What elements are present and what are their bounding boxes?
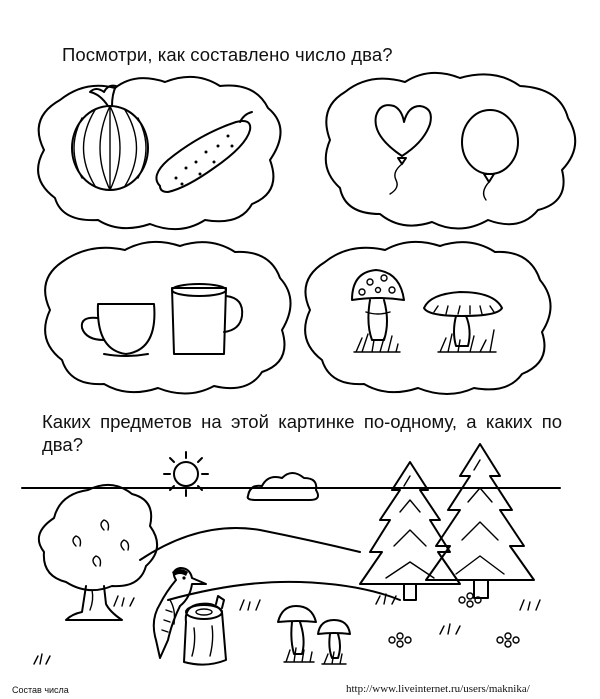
watermelon-icon — [72, 86, 148, 190]
mug-icon — [172, 284, 242, 354]
question-text: Каких предметов на этой картинке по-одному, а каких по два? — [42, 411, 562, 455]
round-balloon-icon — [462, 110, 518, 200]
flower-icon — [389, 593, 519, 647]
mushroom-icon — [278, 606, 316, 662]
balloons-bubble — [326, 73, 575, 229]
teacup-icon — [82, 304, 155, 356]
cucumber-icon — [156, 112, 252, 192]
ground-lines — [22, 488, 560, 600]
heart-balloon-icon — [376, 105, 431, 194]
footer-url: http://www.liveinternet.ru/users/maknika/ — [346, 683, 530, 695]
tree-icon — [39, 485, 157, 620]
grass-icon — [34, 594, 540, 664]
fir-tree-icon — [426, 444, 534, 598]
flat-mushroom-icon — [424, 292, 502, 352]
woodpecker-icon — [154, 568, 206, 658]
fly-agaric-icon — [352, 270, 404, 352]
page-title: Посмотри, как составлено число два? — [62, 44, 393, 65]
footer-caption: Состав числа — [12, 685, 69, 695]
cups-bubble — [45, 242, 290, 394]
stump-icon — [184, 596, 226, 665]
cloud-icon — [248, 473, 318, 500]
sun-icon — [164, 452, 208, 496]
mushroom-icon — [318, 620, 350, 664]
mushrooms-bubble — [305, 242, 550, 394]
